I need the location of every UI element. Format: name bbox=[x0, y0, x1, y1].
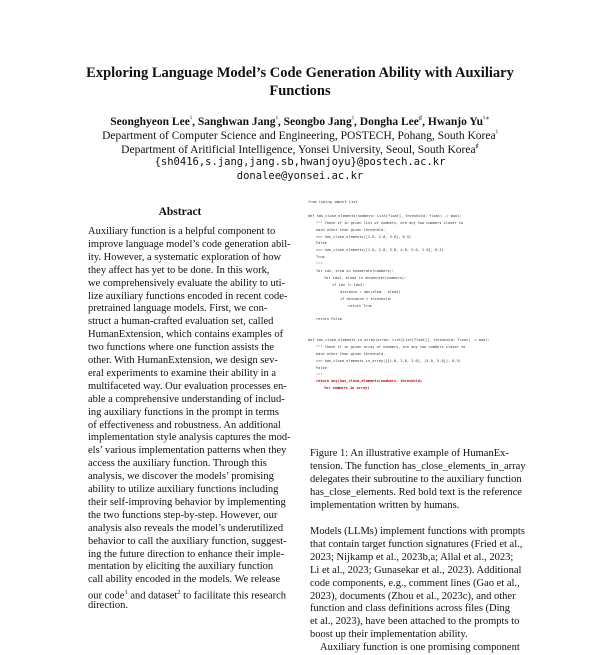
body-line: function and class definitions across files (Ding bbox=[310, 603, 511, 615]
abstract-line: improve language model’s code generation abil- bbox=[88, 238, 291, 250]
code-line: False bbox=[316, 365, 327, 370]
code-line: """ Check if in given list of numbers, are any two numbers closer to bbox=[316, 220, 464, 225]
abstract-line: mentation by eliciting the auxiliary function bbox=[88, 561, 274, 573]
code-line: """ bbox=[316, 262, 323, 267]
abstract-line: lize auxiliary functions encoded in recent code- bbox=[88, 290, 288, 302]
code-line: def has_close_elements(numbers: List[float], threshold: float) -> bool: bbox=[308, 213, 462, 218]
affiliation-text: Department of Aritificial Intelligence, Yonsei University, Seoul, South Korea bbox=[121, 143, 476, 156]
abstract-line: multifaceted way. Our evaluation processes en- bbox=[88, 380, 287, 392]
abstract-line: ing auxiliary functions in the prompt in terms bbox=[88, 406, 280, 418]
author-mark: ♮ bbox=[275, 115, 278, 122]
body-line: Li et al., 2023; Gunasekar et al., 2023). Additional bbox=[310, 564, 522, 576]
abstract-line: ability to utilize auxiliary functions including bbox=[88, 484, 279, 495]
affiliation-text: Department of Computer Science and Engineering, POSTECH, Pohang, South Korea bbox=[102, 129, 496, 142]
author-name: Sanghwan Jang bbox=[197, 115, 276, 128]
author-mark: ♮∗ bbox=[482, 115, 490, 122]
caption-line: tension. The function has_close_elements_in_array bbox=[310, 460, 526, 472]
body-line: 2023; Nijkamp et al., 2023b,a; Allal et al., 2023; bbox=[310, 551, 514, 563]
author-name: Hwanjo Yu bbox=[427, 115, 483, 128]
author-name: Dongha Lee bbox=[359, 115, 419, 128]
code-line: distance = abs(elem - elem2) bbox=[340, 289, 401, 294]
footnote-mark: 2 bbox=[177, 589, 181, 597]
abstract-line: two functions where one function assists the bbox=[88, 342, 275, 354]
body-line: Auxiliary function is one promising component bbox=[320, 642, 520, 654]
code-line: def has_close_elements_in_array(array: List[List[float]], threshold: float) -> bool: bbox=[308, 338, 490, 342]
code-line: return True bbox=[348, 303, 372, 308]
author-name: Seongbo Jang bbox=[283, 115, 352, 128]
caption-line: Figure 1: An illustrative example of HumanEx- bbox=[310, 448, 509, 459]
title-line: Exploring Language Model’s Code Generation Ability with Auxiliary bbox=[86, 65, 514, 81]
code-line: each other than given threshold. bbox=[316, 227, 386, 232]
code-line: >>> has_close_elements_in_array([[1.0, 2.0, 3.0], [4.0, 5.0]], 0.5) bbox=[316, 358, 461, 363]
abstract-line: the two functions step-by-step. However, our bbox=[88, 509, 278, 521]
body-line: that contain target function signatures (Fried et al., bbox=[310, 538, 523, 550]
abstract-line: able a comprehensive understanding of includ- bbox=[88, 393, 285, 405]
code-line: for idx, elem in enumerate(numbers): bbox=[316, 269, 394, 273]
abstract-line: Auxiliary function is a helpful component to bbox=[88, 226, 276, 237]
body-line: Models (LLMs) implement functions with prompts bbox=[310, 526, 525, 537]
body-line: 2023), documents (Zhou et al., 2023c), and other bbox=[310, 590, 516, 602]
abstract-line: implementation style analysis captures the mod- bbox=[88, 432, 291, 444]
code-line: """ Check if in given array of numbers, are any two numbers closer to bbox=[316, 344, 466, 349]
abstract-line: HumanExtension, which contains examples of bbox=[88, 329, 284, 341]
abstract-line: they affect has yet to be done. In this work, bbox=[88, 264, 270, 276]
abstract-line: we comprehensively evaluate the ability to uti- bbox=[88, 277, 286, 289]
abstract-heading: Abstract bbox=[158, 206, 202, 218]
abstract-line: access the auxiliary function. Through this bbox=[88, 458, 267, 470]
caption-line: has_close_elements. Red bold text is the reference bbox=[310, 486, 522, 498]
abstract-line: their self-improving behavior by implementing bbox=[88, 496, 286, 508]
email-line: donalee@yonsei.ac.kr bbox=[236, 170, 364, 182]
author-list: Seonghyeon Lee♮, Sanghwan Jang♮, Seongbo Jang♮, Dongha Lee♯, Hwanjo Yu♮∗ bbox=[110, 115, 490, 128]
abstract-line: of effectiveness and robustness. An additional bbox=[88, 419, 281, 431]
abstract-line: analysis, we discover the models’ promising bbox=[88, 471, 274, 483]
abstract-line: pretrained language models. First, we con- bbox=[88, 303, 268, 315]
affiliation-mark: ♯ bbox=[475, 143, 479, 150]
abstract-line: behavior to call the auxiliary function, suggest- bbox=[88, 535, 287, 547]
caption-line: delegates their subroutine to the auxiliary function bbox=[310, 473, 522, 485]
abstract-line: els’ various implementation patterns when they bbox=[88, 445, 287, 457]
abstract-line: our code$^1$ and dataset$^2$ to facilitate this research bbox=[88, 589, 287, 602]
paper-title bbox=[60, 64, 540, 100]
code-line: True bbox=[316, 255, 325, 260]
body-line: code components, e.g., comment lines (Gao et al., bbox=[310, 577, 520, 589]
author-mark: ♮ bbox=[189, 115, 193, 122]
reference-code-line: for numbers in array) bbox=[324, 386, 370, 391]
email-line: {sh0416,s.jang,jang.sb,hwanjoyu}@postech.ac.kr bbox=[154, 156, 446, 168]
body-line: et al., 2023), have been attached to the prompts to bbox=[310, 616, 520, 628]
abstract-line: ity. However, a systematic exploration of how bbox=[88, 251, 282, 263]
title-line: Functions bbox=[269, 83, 331, 99]
abstract-line: analysis also reveals the model’s underutilized bbox=[88, 522, 284, 534]
code-line: >>> has_close_elements([1.0, 2.0, 3.0], 0.5) bbox=[316, 234, 412, 239]
abstract-line: other. With HumanExtension, we design sev- bbox=[88, 355, 278, 366]
figure-code-listing bbox=[308, 200, 530, 425]
author-mark: ♯ bbox=[418, 115, 423, 122]
code-line: >>> has_close_elements([1.0, 2.8, 3.0, 4.0, 5.0, 2.0], 0.3) bbox=[316, 248, 444, 253]
code-line: return False bbox=[316, 317, 342, 322]
code-line: if idx != idx2: bbox=[332, 282, 365, 287]
body-line: boost up their implementation ability. bbox=[310, 629, 468, 641]
footnote-mark: 1 bbox=[124, 589, 128, 597]
abstract-line: ing the future direction to enhance their imple- bbox=[88, 548, 285, 560]
abstract-line: call ability encoded in the models. We release bbox=[88, 574, 280, 586]
code-line: False bbox=[316, 241, 327, 246]
author-name: Seonghyeon Lee bbox=[110, 115, 190, 128]
abstract-line: direction. bbox=[88, 600, 128, 612]
code-line: from typing import List bbox=[308, 200, 358, 204]
code-line: """ bbox=[316, 372, 323, 377]
code-line: if distance < threshold: bbox=[340, 296, 392, 301]
affiliation-mark: ♮ bbox=[495, 129, 498, 136]
caption-line: implementation written by humans. bbox=[310, 499, 460, 511]
code-line: for idx2, elem2 in enumerate(numbers): bbox=[324, 275, 407, 280]
code-line: each other than given threshold. bbox=[316, 351, 386, 356]
abstract-line: struct a human-crafted evaluation set, called bbox=[88, 316, 274, 328]
abstract-line: eral experiments to examine their ability in a bbox=[88, 367, 277, 379]
author-mark: ♮ bbox=[351, 115, 355, 122]
reference-code-line: return any(has_close_elements(numbers, threshold) bbox=[316, 379, 423, 384]
